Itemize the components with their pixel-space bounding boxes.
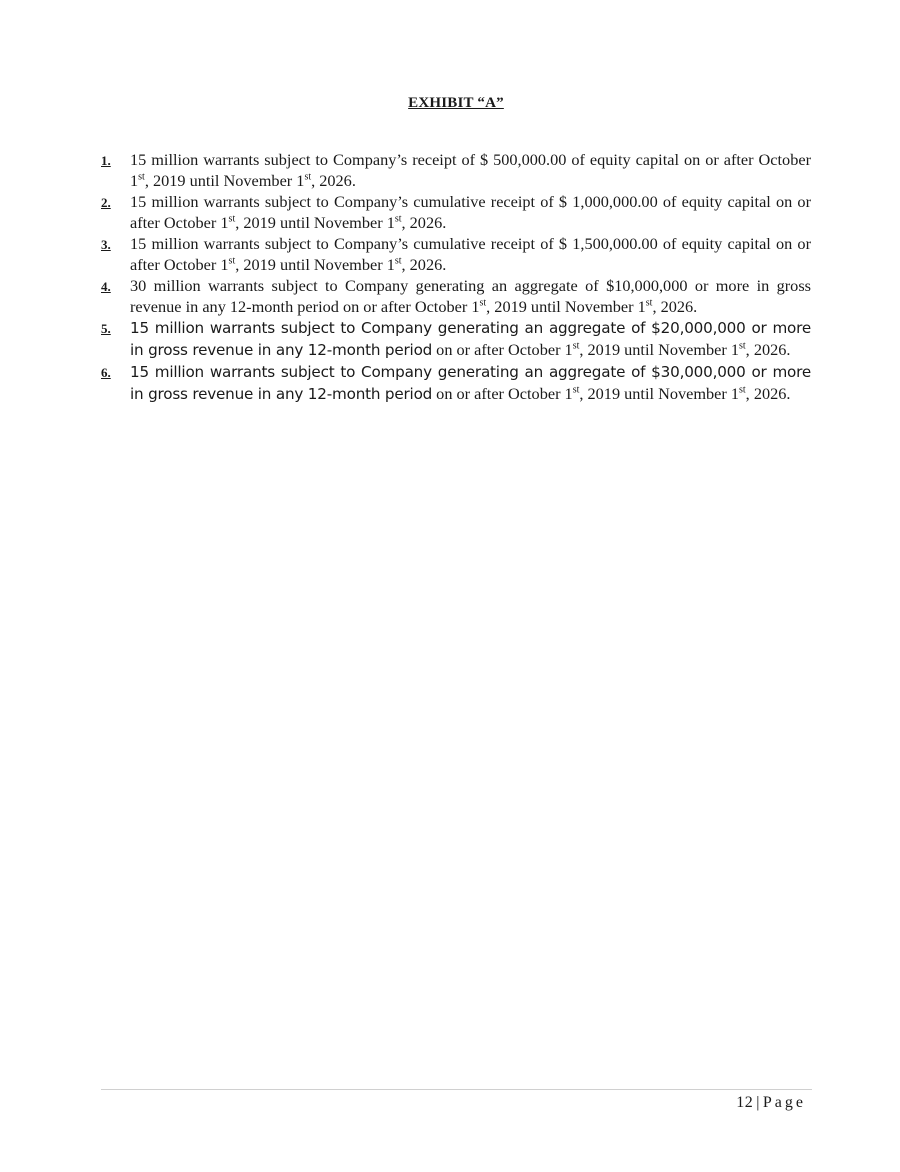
- item-text: 15 million warrants subject to Company generating an aggregate of $20,000,000 or more in gross revenue in any 12-month period on or after October 1st, 2019 until November 1st, 2026.: [130, 319, 811, 359]
- item-text: 15 million warrants subject to Company’s receipt of $ 500,000.00 of equity capital on or after October 1st, 2019 until November 1st, 2026.: [130, 150, 811, 190]
- list-item: [101, 361, 811, 405]
- item-number: 3.: [101, 237, 111, 252]
- item-number: 6.: [101, 365, 111, 380]
- footer-separator: |: [756, 1094, 760, 1111]
- item-number: 1.: [101, 153, 111, 168]
- list-item: [101, 317, 811, 361]
- item-number: 2.: [101, 195, 111, 210]
- item-text: 30 million warrants subject to Company generating an aggregate of $10,000,000 or more in gross revenue in any 12-month period on or after October 1st, 2019 until November 1st, 2026.: [130, 276, 811, 316]
- item-text: 15 million warrants subject to Company generating an aggregate of $30,000,000 or more in gross revenue in any 12-month period on or after October 1st, 2019 until November 1st, 2026.: [130, 363, 811, 403]
- footer-divider: [101, 1089, 812, 1090]
- list-item: [101, 233, 811, 275]
- list-item: [101, 275, 811, 317]
- list-item: [101, 149, 811, 191]
- page-label: Page: [762, 1094, 806, 1111]
- item-number: 4.: [101, 279, 111, 294]
- item-text: 15 million warrants subject to Company’s cumulative receipt of $ 1,000,000.00 of equity capital on or after October 1st, 2019 until November 1st, 2026.: [130, 192, 811, 232]
- exhibit-title: EXHIBIT “A”: [408, 95, 504, 111]
- item-number: 5.: [101, 321, 111, 336]
- page-footer: [736, 1094, 806, 1112]
- warrant-list: [101, 149, 811, 405]
- list-item: [101, 191, 811, 233]
- page-number: 12: [736, 1094, 754, 1111]
- item-text: 15 million warrants subject to Company’s cumulative receipt of $ 1,500,000.00 of equity capital on or after October 1st, 2019 until November 1st, 2026.: [130, 234, 811, 274]
